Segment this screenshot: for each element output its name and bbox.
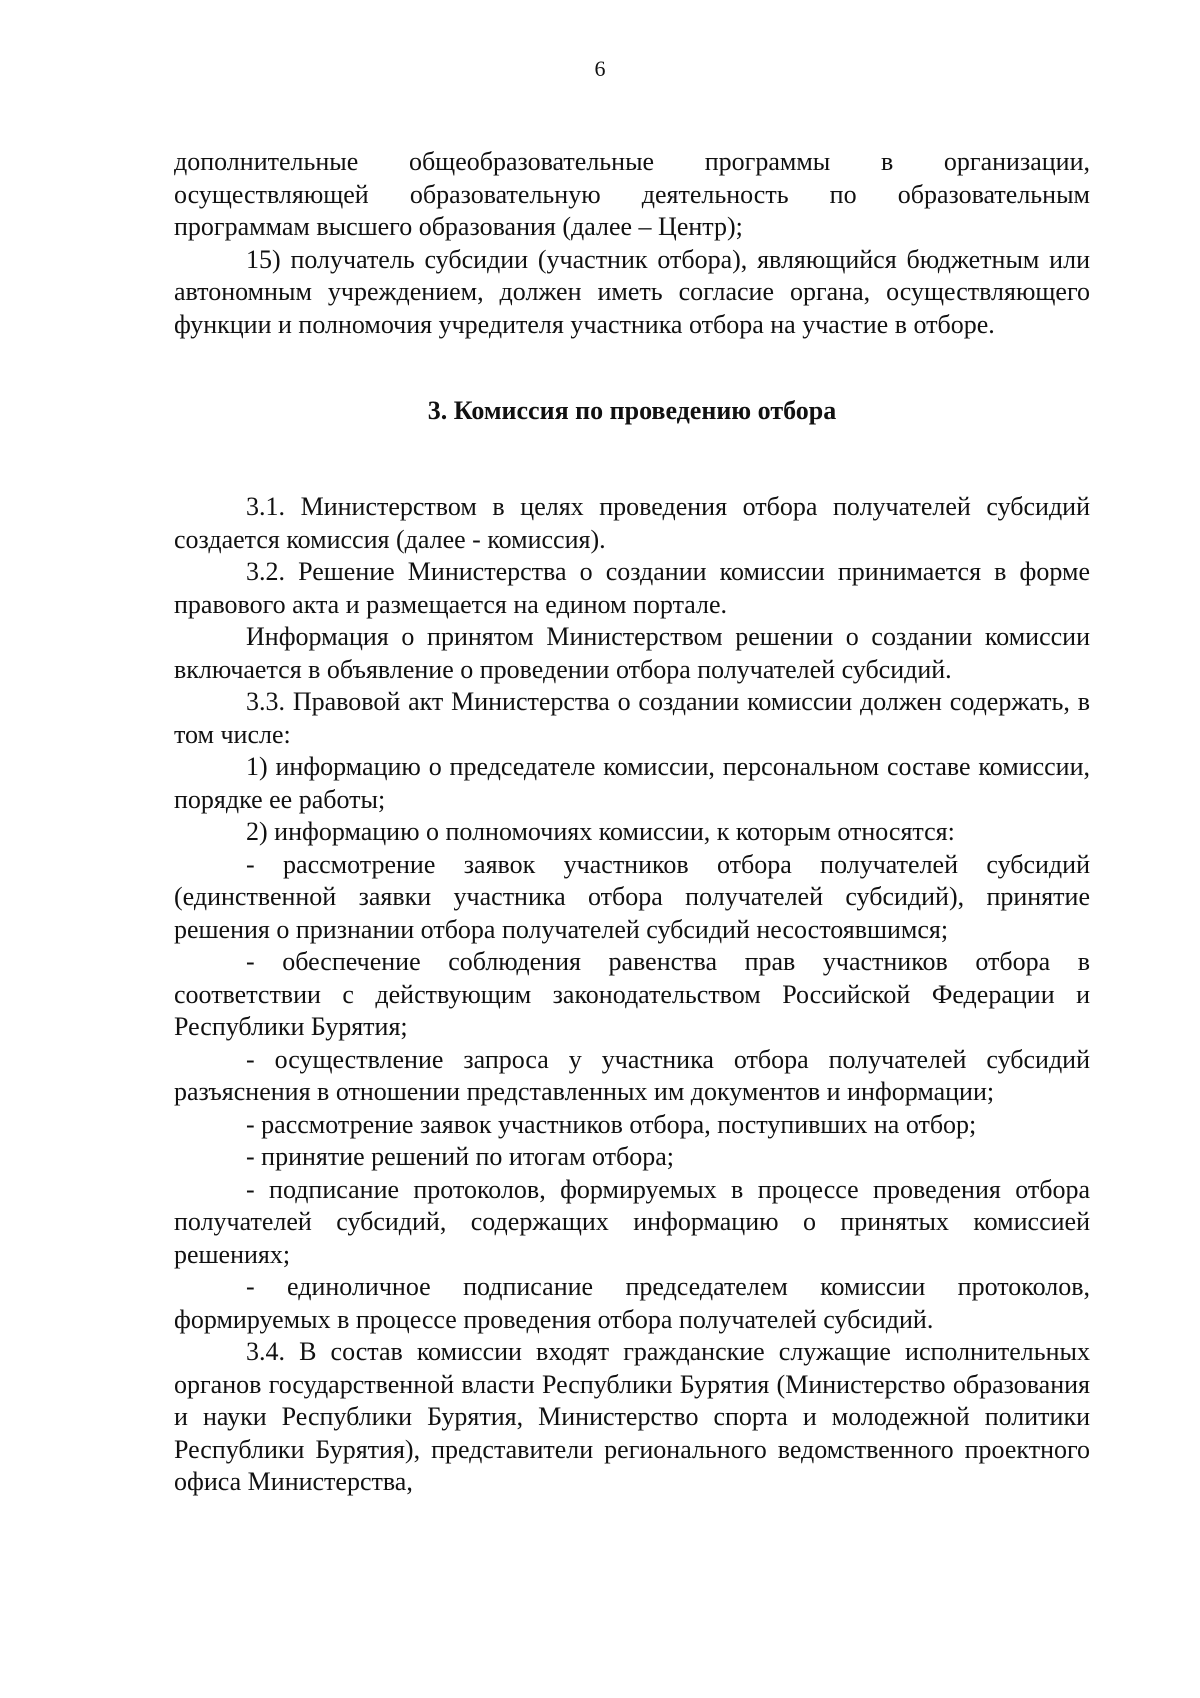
power-item-request-clarification: - осуществление запроса у участника отбора получателей субсидий разъяснения в отношении представленных им документов и информации;	[174, 1044, 1090, 1106]
power-item-review-submitted: - рассмотрение заявок участников отбора, поступивших на отбор;	[246, 1109, 977, 1139]
section-title: 3. Комиссия по проведению отбора	[427, 396, 837, 425]
paragraph-3-3: 3.3. Правовой акт Министерства о создании комиссии должен содержать, в том числе:	[174, 687, 1090, 749]
list-item-2: 2) информацию о полномочиях комиссии, к которым относятся:	[246, 817, 955, 846]
paragraph-3-1: 3.1. Министерством в целях проведения отбора получателей субсидий создается комиссия (далее - комиссия).	[174, 492, 1090, 554]
power-item-chair-signing: - единоличное подписание председателем комиссии протоколов, формируемых в процессе проведения отбора получателей субсидий.	[174, 1272, 1090, 1334]
power-item-sign-protocols: - подписание протоколов, формируемых в процессе проведения отбора получателей субсидий, содержащих информацию о принятых комиссией решениях;	[174, 1174, 1090, 1269]
power-item-decisions: - принятие решений по итогам отбора;	[246, 1142, 675, 1171]
paragraph-3-4: 3.4. В состав комиссии входят гражданские служащие исполнительных органов государственной власти Республики Бурятия (Министерство образования и науки Республики Бурятия, Министерство спорта и молодежной политики Республики Бурятия), представители регионального ведомственного проектного офиса Министерства,	[174, 1337, 1090, 1496]
spacer	[174, 427, 1090, 491]
paragraph-information: Информация о принятом Министерством решении о создании комиссии включается в объявление о проведении отбора получателей субсидий.	[174, 622, 1090, 684]
power-item-equal-rights: - обеспечение соблюдения равенства прав участников отбора в соответствии с действующим законодательством Российской Федерации и Республики Бурятия;	[174, 947, 1090, 1041]
page-number: 6	[594, 56, 606, 81]
document-body	[174, 146, 1090, 1499]
spacer	[174, 341, 1090, 395]
power-item-review-applications: - рассмотрение заявок участников отбора получателей субсидий (единственной заявки участника отбора получателей субсидий), принятие решения о признании отбора получателей субсидий несостоявшимся;	[174, 849, 1090, 944]
paragraph-3-2: 3.2. Решение Министерства о создании комиссии принимается в форме правового акта и размещается на едином портале.	[174, 557, 1090, 619]
intro-paragraph-item-15: 15) получатель субсидии (участник отбора), являющийся бюджетным или автономным учреждением, должен иметь согласие органа, осуществляющего функции и полномочия учредителя участника отбора на участие в отборе.	[174, 244, 1090, 339]
intro-paragraph-continuation: дополнительные общеобразовательные программы в организации, осуществляющей образовательную деятельность по образовательным программам высшего образования (далее – Центр);	[174, 147, 1090, 241]
list-item-1: 1) информацию о председателе комиссии, персональном составе комиссии, порядке ее работы;	[174, 752, 1090, 814]
